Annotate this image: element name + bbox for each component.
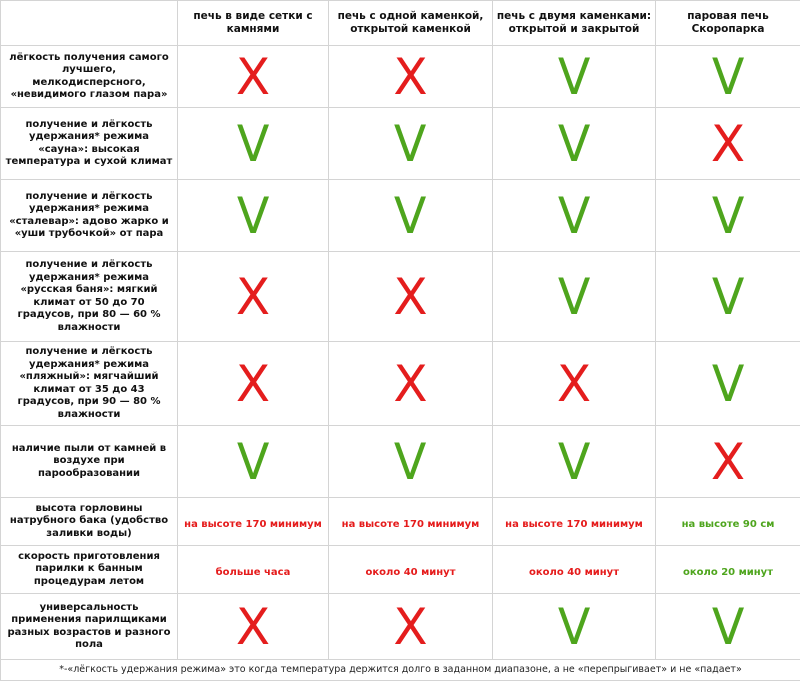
check-icon: V — [711, 267, 745, 326]
row-label: высота горловины натрубного бака (удобство заливки воды) — [1, 498, 178, 546]
row-label: универсальность применения парилщиками разных возрастов и разного пола — [1, 594, 178, 660]
table-cell — [656, 252, 800, 342]
header-corner — [1, 1, 178, 46]
table-cell — [329, 594, 493, 660]
table-cell — [656, 426, 800, 498]
table-cell — [178, 46, 329, 108]
header-col-mesh-stove: печь в виде сетки с камнями — [178, 1, 329, 46]
table-cell — [493, 108, 656, 180]
cross-icon: X — [235, 267, 271, 326]
table-cell — [178, 546, 329, 594]
row-label: получение и лёгкость удержания* режима «пляжный»: мягчайший климат от 35 до 43 градусов, при 90 — 80 % влажности — [1, 342, 178, 426]
table-row — [1, 342, 800, 426]
check-icon: V — [557, 114, 591, 173]
table-cell — [656, 546, 800, 594]
cross-icon: X — [556, 354, 592, 413]
check-icon: V — [711, 186, 745, 245]
table-cell — [656, 498, 800, 546]
table-cell — [493, 594, 656, 660]
table-cell — [329, 498, 493, 546]
cross-icon: X — [393, 597, 428, 656]
row-label: получение и лёгкость удержания* режима «сауна»: высокая температура и сухой климат — [1, 108, 178, 180]
table-row — [1, 426, 800, 498]
table-row — [1, 594, 800, 660]
check-icon: V — [557, 432, 591, 491]
table-cell — [656, 108, 800, 180]
row-label: получение и лёгкость удержания* режима «русская баня»: мягкий климат от 50 до 70 градусов, при 80 — 60 % влажности — [1, 252, 178, 342]
table-cell — [656, 46, 800, 108]
cross-icon: X — [393, 354, 428, 413]
table-row — [1, 180, 800, 252]
footnote-row — [1, 660, 800, 681]
table-cell — [178, 252, 329, 342]
table-cell — [493, 426, 656, 498]
check-icon: V — [394, 186, 427, 245]
check-icon: V — [394, 114, 427, 173]
table-cell — [178, 108, 329, 180]
cross-icon: X — [235, 47, 271, 106]
cross-icon: X — [235, 597, 271, 656]
table-cell — [493, 180, 656, 252]
cross-icon: X — [393, 267, 428, 326]
cell-text: на высоте 170 минимум — [184, 519, 322, 530]
table-cell — [329, 108, 493, 180]
row-label: получение и лёгкость удержания* режима «сталевар»: адово жарко и «уши трубочкой» от пара — [1, 180, 178, 252]
table-cell — [656, 594, 800, 660]
check-icon: V — [557, 47, 591, 106]
header-col-steam-stove: паровая печь Скоропарка — [656, 1, 800, 46]
table-body — [1, 46, 800, 660]
check-icon: V — [236, 186, 270, 245]
row-label: скорость приготовления парилки к банным процедурам летом — [1, 546, 178, 594]
cell-text: около 40 минут — [365, 567, 456, 578]
table-cell — [493, 498, 656, 546]
cell-text: около 20 минут — [682, 567, 773, 578]
table-cell — [178, 180, 329, 252]
row-label: лёгкость получения самого лучшего, мелкодисперсного, «невидимого глазом пара» — [1, 46, 178, 108]
header-col-double-heater-stove: печь с двумя каменками: открытой и закрытой — [493, 1, 656, 46]
check-icon: V — [557, 186, 591, 245]
cell-text: больше часа — [215, 567, 291, 578]
cross-icon: X — [235, 354, 271, 413]
header-col-single-heater-stove: печь с одной каменкой, открытой каменкой — [329, 1, 493, 46]
check-icon: V — [236, 432, 270, 491]
table-row — [1, 46, 800, 108]
table-cell — [329, 252, 493, 342]
check-icon: V — [236, 114, 270, 173]
table-cell — [329, 46, 493, 108]
table-cell — [493, 546, 656, 594]
check-icon: V — [394, 432, 427, 491]
cell-text: на высоте 170 минимум — [505, 519, 643, 530]
check-icon: V — [557, 267, 591, 326]
table-cell — [493, 342, 656, 426]
cross-icon: X — [710, 114, 746, 173]
table-cell — [329, 546, 493, 594]
table-cell — [656, 180, 800, 252]
table-cell — [329, 342, 493, 426]
cell-text: около 40 минут — [528, 567, 619, 578]
cell-text: на высоте 170 минимум — [341, 519, 480, 530]
table-cell — [178, 426, 329, 498]
check-icon: V — [557, 597, 591, 656]
cross-icon: X — [710, 432, 746, 491]
table-cell — [493, 46, 656, 108]
table-cell — [178, 594, 329, 660]
table-cell — [329, 426, 493, 498]
header-row — [1, 1, 800, 46]
table-row — [1, 498, 800, 546]
table-cell — [178, 498, 329, 546]
table-cell — [178, 342, 329, 426]
table-cell — [656, 342, 800, 426]
table-row — [1, 252, 800, 342]
check-icon: V — [711, 354, 745, 413]
footnote: *-«лёгкость удержания режима» это когда температура держится долго в заданном диапазоне, а не «перепрыгивает» и не «падает» — [1, 660, 800, 681]
cell-text: на высоте 90 см — [681, 519, 775, 530]
row-label: наличие пыли от камней в воздухе при парообразовании — [1, 426, 178, 498]
table-row — [1, 108, 800, 180]
check-icon: V — [711, 597, 745, 656]
cross-icon: X — [393, 47, 428, 106]
table-row — [1, 546, 800, 594]
table-cell — [493, 252, 656, 342]
check-icon: V — [711, 47, 745, 106]
table-cell — [329, 180, 493, 252]
